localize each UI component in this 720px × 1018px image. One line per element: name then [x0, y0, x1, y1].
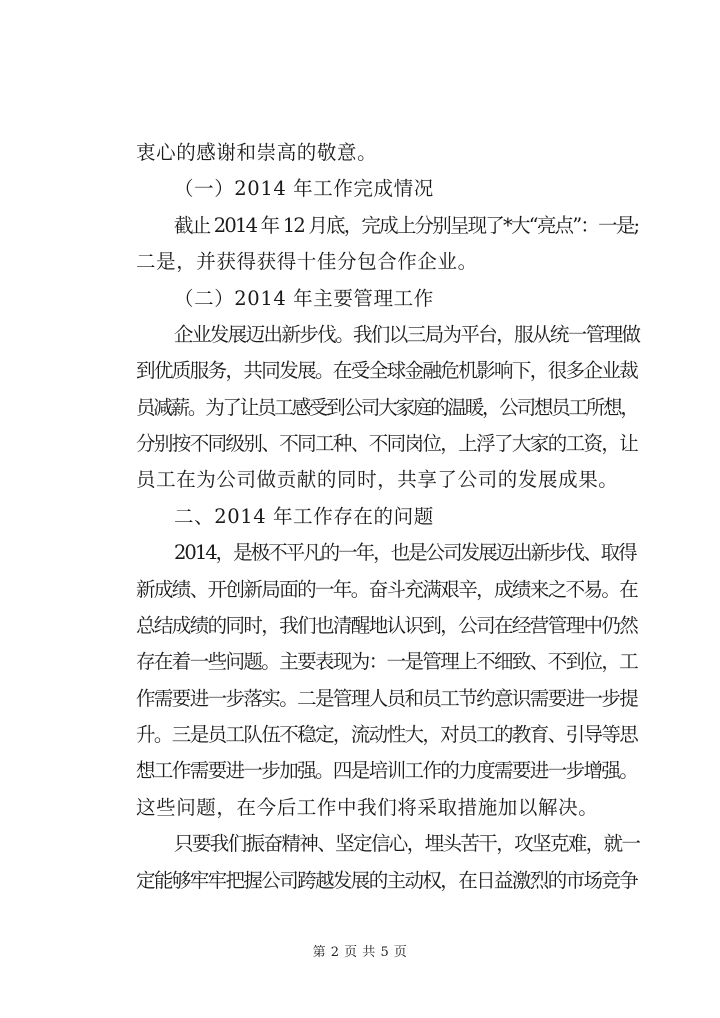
section-heading: 二、2014 年工作存在的问题: [174, 505, 434, 528]
text-line: 二是，并获得获得十佳分包合作企业。: [136, 250, 478, 273]
text-line: 到优质服务，共同发展。在受全球金融危机影响下，很多企业裁: [136, 359, 638, 382]
text-line: 定能够牢牢把握公司跨越发展的主动权，在日益激烈的市场竞争: [136, 869, 638, 892]
text-line: 员减薪。为了让员工感受到公司大家庭的温暖，公司想员工所想，: [136, 396, 638, 419]
text-line: 作需要进一步落实。二是管理人员和员工节约意识需要进一步提: [136, 687, 638, 710]
text-line: 分别按不同级别、不同工种、不同岗位，上浮了大家的工资，让: [136, 432, 638, 455]
text-line: 只要我们振奋精神、坚定信心，埋头苦干，攻坚克难，就一: [174, 832, 640, 855]
text-line: 总结成绩的同时，我们也清醒地认识到，公司在经营管理中仍然: [136, 614, 638, 637]
text-line: 这些问题，在今后工作中我们将采取措施加以解决。: [136, 796, 599, 819]
text-line: 衷心的感谢和崇高的敬意。: [136, 141, 378, 164]
text-line: 员工在为公司做贡献的同时，共享了公司的发展成果。: [136, 468, 619, 491]
text-line: 2014，是极不平凡的一年，也是公司发展迈出新步伐、取得: [174, 541, 636, 564]
text-line: 截止 2014 年 12 月底，完成上分别呈现了*大“亮点”：一是;: [174, 214, 639, 237]
section-heading: （二）2014 年主要管理工作: [174, 287, 434, 310]
page-number-footer: 第 2 页 共 5 页: [312, 945, 408, 960]
text-line: 企业发展迈出新步伐。我们以三局为平台，服从统一管理做: [174, 323, 640, 346]
text-line: 新成绩、开创新局面的一年。奋斗充满艰辛，成绩来之不易。在: [136, 578, 638, 601]
text-line: 升。三是员工队伍不稳定，流动性大，对员工的教育、引导等思: [136, 723, 638, 746]
section-heading: （一）2014 年工作完成情况: [174, 177, 434, 200]
text-line: 想工作需要进一步加强。四是培训工作的力度需要进一步增强。: [136, 759, 638, 782]
text-line: 存在着一些问题。主要表现为：一是管理上不细致、不到位，工: [136, 650, 638, 673]
